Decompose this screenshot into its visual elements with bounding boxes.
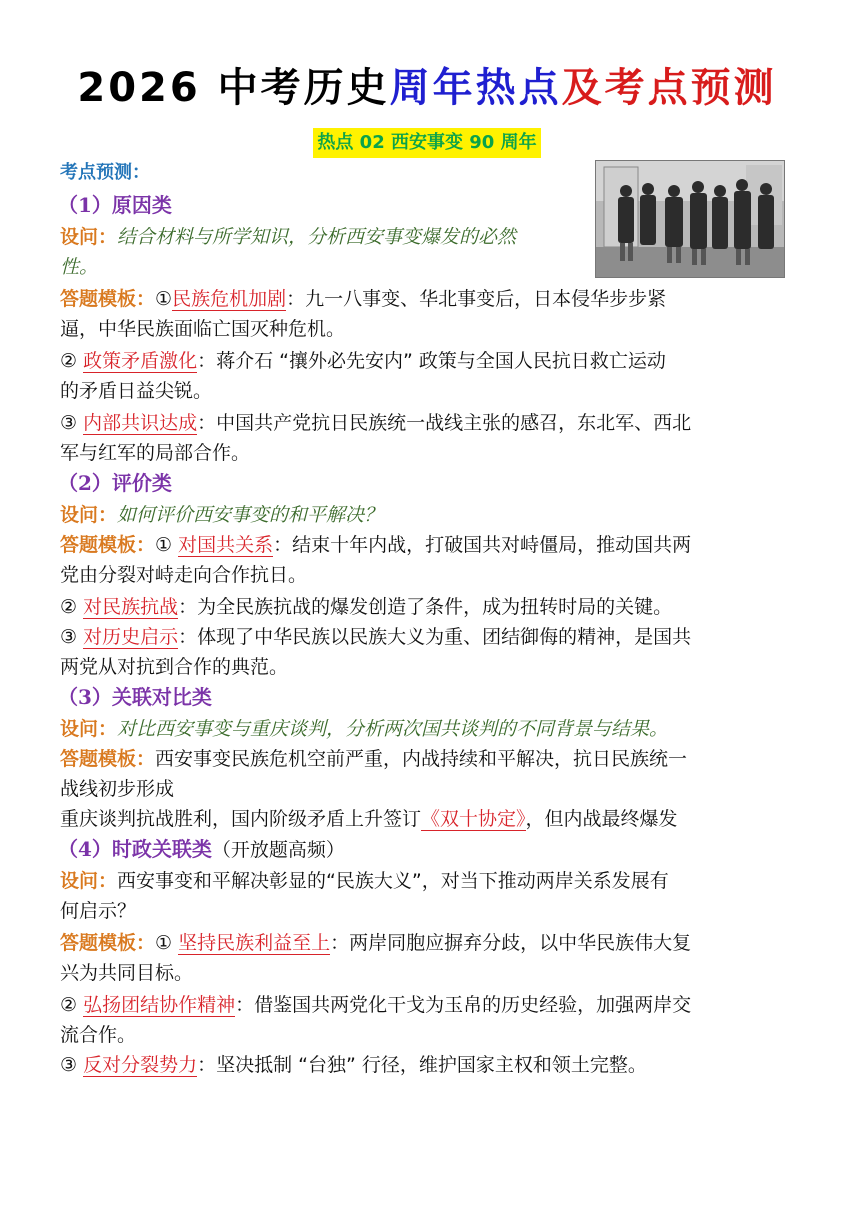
circle-number-3: ③ <box>60 412 78 434</box>
s2-point-1-cont: 党由分裂对峙走向合作抗日。 <box>60 564 308 586</box>
s1-point-1 <box>60 284 666 314</box>
s3-template-line-1 <box>60 744 687 774</box>
s2-question-text: 如何评价西安事变的和平解决？ <box>117 504 384 526</box>
s4-key-3: 反对分裂势力 <box>83 1054 198 1076</box>
template-label: 答题模板： <box>60 932 156 954</box>
circle-number-3: ③ <box>60 1054 78 1076</box>
s2-text-2: ：为全民族抗战的爆发创造了条件，成为扭转时局的关键。 <box>178 596 673 618</box>
question-label: 设问： <box>60 504 118 526</box>
s2-point-3 <box>60 622 691 652</box>
s3-question-text: 对比西安事变与重庆谈判，分析两次国共谈判的不同背景与结果。 <box>117 718 669 740</box>
s1-point-3-cont: 军与红军的局部合作。 <box>60 442 251 464</box>
s1-question-line-1 <box>60 222 516 252</box>
heading-evaluation: （2）评价类 <box>58 471 172 495</box>
s4-point-1-cont: 兴为共同目标。 <box>60 962 194 984</box>
photo-illustration <box>596 161 784 277</box>
s4-point-1 <box>60 928 691 958</box>
s1-point-1-cont: 逼，中华民族面临亡国灭种危机。 <box>60 318 346 340</box>
s1-key-3: 内部共识达成 <box>83 412 198 434</box>
template-label: 答题模板： <box>60 288 156 310</box>
heading-comparison: （3）关联对比类 <box>58 685 212 709</box>
question-label: 设问： <box>60 870 118 892</box>
subtitle-row <box>0 128 854 158</box>
s1-question-text: 结合材料与所学知识，分析西安事变爆发的必然 <box>117 226 517 248</box>
s4-text-2: ：借鉴国共两党化干戈为玉帛的历史经验，加强两岸交 <box>235 994 692 1016</box>
s2-text-3: ：体现了中华民族以民族大义为重、团结御侮的精神，是国共 <box>178 626 692 648</box>
subtitle-banner: 热点 02 西安事变 90 周年 <box>313 128 540 158</box>
title-part-1: 2026 中考历史 <box>77 65 390 111</box>
s2-question <box>60 500 383 530</box>
template-label: 答题模板： <box>60 534 156 556</box>
s4-text-1: ：两岸同胞应摒弃分歧，以中华民族伟大复 <box>330 932 692 954</box>
s1-point-3 <box>60 408 691 438</box>
s1-text-3: ：中国共产党抗日民族统一战线主张的感召，东北军、西北 <box>197 412 692 434</box>
circle-number-2: ② <box>60 596 78 618</box>
s4-text-3: ：坚决抵制 “台独” 行径，维护国家主权和领土完整。 <box>197 1054 647 1076</box>
s2-key-3: 对历史启示 <box>83 626 179 648</box>
circle-number-2: ② <box>60 994 78 1016</box>
page-title <box>0 62 854 114</box>
s2-point-1 <box>60 530 691 560</box>
s3-question <box>60 714 668 744</box>
template-label: 答题模板： <box>60 748 156 770</box>
s2-key-2: 对民族抗战 <box>83 596 179 618</box>
circle-number-3: ③ <box>60 626 78 648</box>
s3-template-line-3 <box>60 804 678 834</box>
s4-point-2 <box>60 990 691 1020</box>
circle-number-1: ① <box>155 932 173 954</box>
s4-question-line-2: 何启示？ <box>60 900 137 922</box>
question-label: 设问： <box>60 226 118 248</box>
heading-note: （开放题高频） <box>211 839 345 861</box>
s3-key-agreement: 《双十协定》 <box>421 808 526 830</box>
s2-point-3-cont: 两党从对抗到合作的典范。 <box>60 656 289 678</box>
heading-cause: （1）原因类 <box>58 193 172 217</box>
s2-point-2 <box>60 592 672 622</box>
s2-text-1: ：结束十年内战，打破国共对峙僵局，推动国共两 <box>273 534 692 556</box>
s2-key-1: 对国共关系 <box>178 534 274 556</box>
s3-text-1: 西安事变民族危机空前严重，内战持续和平解决，抗日民族统一 <box>155 748 688 770</box>
s4-point-3 <box>60 1050 647 1080</box>
s3-template-line-2: 战线初步形成 <box>60 778 175 800</box>
historical-photo <box>595 160 785 278</box>
s1-text-1: ：九一八事变、华北事变后，日本侵华步步紧 <box>286 288 667 310</box>
s4-question-text: 西安事变和平解决彰显的“民族大义”，对当下推动两岸关系发展有 <box>117 870 669 892</box>
s1-question-line-2: 性。 <box>60 256 99 278</box>
question-label: 设问： <box>60 718 118 740</box>
title-part-3: 及考点预测 <box>561 65 777 111</box>
s4-key-2: 弘扬团结协作精神 <box>83 994 236 1016</box>
s4-question-line-1 <box>60 866 669 896</box>
heading-current-affairs: （4）时政关联类 <box>58 837 212 861</box>
s1-point-2 <box>60 346 666 376</box>
circle-number-1: ① <box>155 534 173 556</box>
s1-key-1: 民族危机加剧 <box>172 288 287 310</box>
s1-point-2-cont: 的矛盾日益尖锐。 <box>60 380 213 402</box>
circle-number-1: ① <box>155 288 173 310</box>
s1-key-2: 政策矛盾激化 <box>83 350 198 372</box>
s4-key-1: 坚持民族利益至上 <box>178 932 331 954</box>
s4-point-2-cont: 流合作。 <box>60 1024 137 1046</box>
section-label: 考点预测： <box>60 162 150 183</box>
s3-text-3b: ，但内战最终爆发 <box>525 808 678 830</box>
s1-text-2: ：蒋介石 “攘外必先安内” 政策与全国人民抗日救亡运动 <box>197 350 666 372</box>
title-part-2: 周年热点 <box>389 65 562 111</box>
s3-text-3a: 重庆谈判抗战胜利，国内阶级矛盾上升签订 <box>60 808 422 830</box>
heading-current-affairs-row <box>58 834 345 865</box>
circle-number-2: ② <box>60 350 78 372</box>
